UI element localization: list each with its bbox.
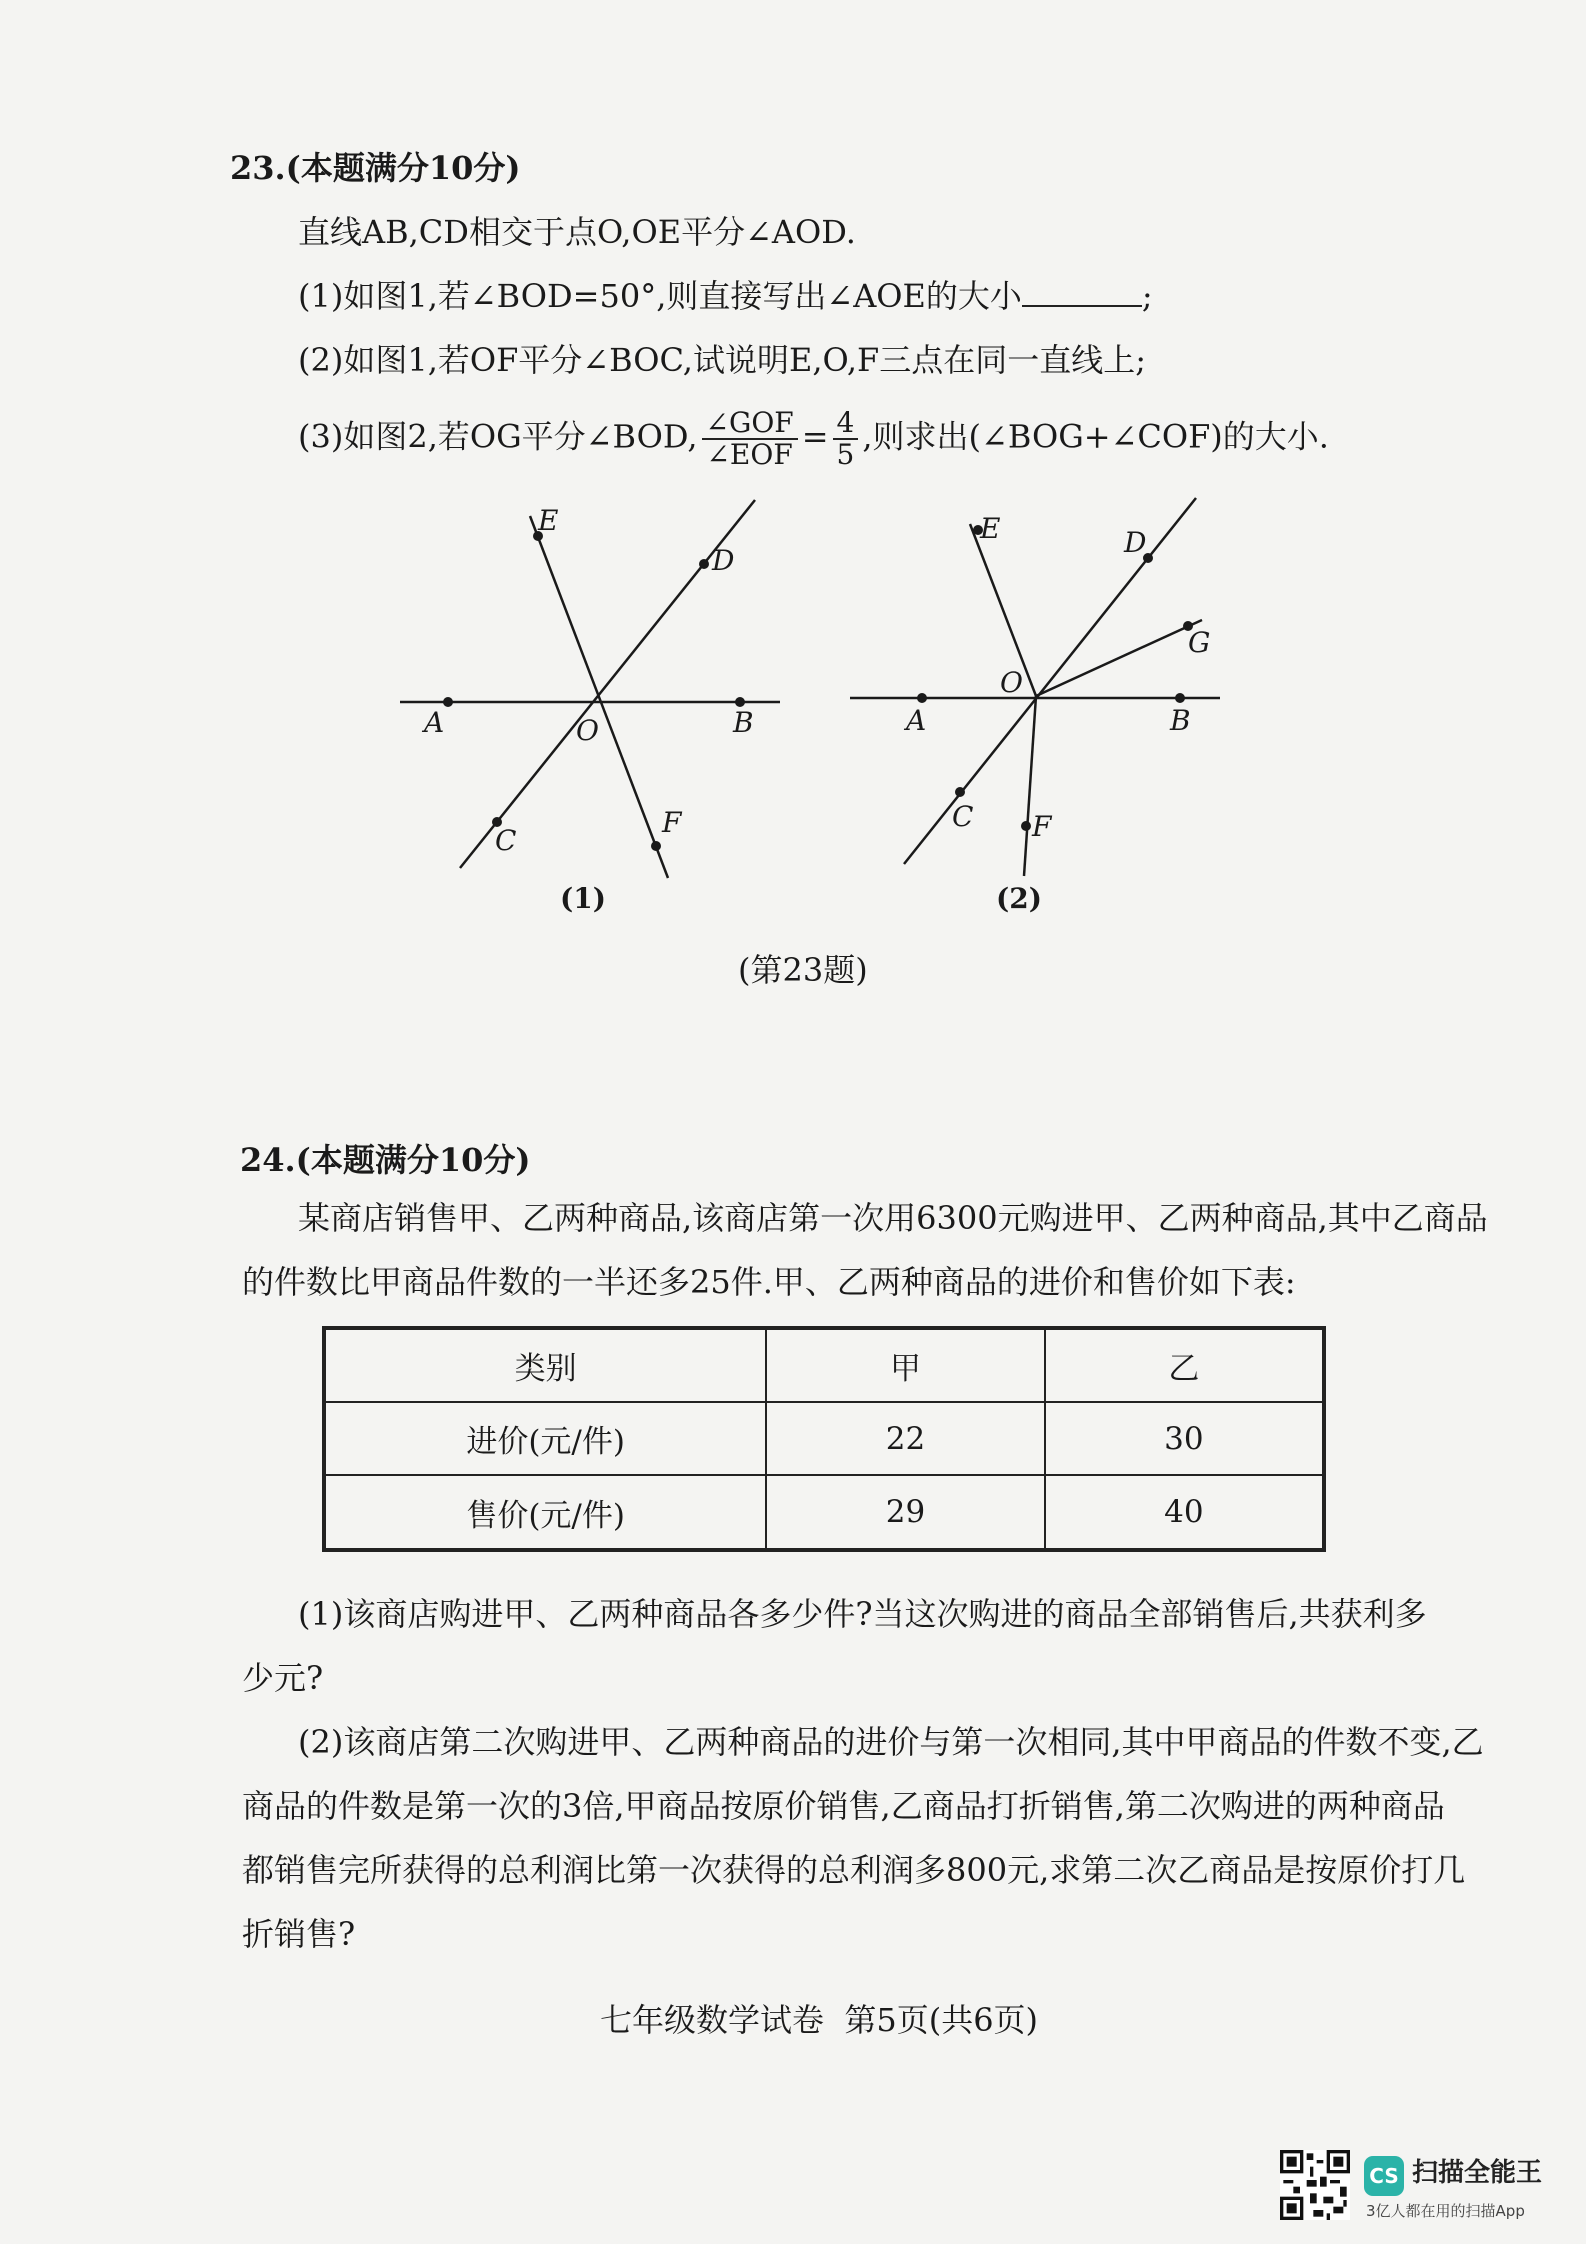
q24-heading: 24.(本题满分10分) [240, 1141, 531, 1179]
label-e: E [538, 504, 559, 537]
q23-part1-end: ; [1141, 277, 1153, 315]
label-f: F [1032, 810, 1052, 843]
fraction-denominator: ∠EOF [706, 438, 793, 471]
label-o: O [576, 714, 599, 747]
table-header-cell: 甲 [766, 1328, 1044, 1402]
point-c [955, 787, 965, 797]
table-cell: 22 [766, 1402, 1044, 1475]
figure-2 [840, 480, 1240, 920]
q24-intro-line1: 某商店销售甲、乙两种商品,该商店第一次用6300元购进甲、乙两种商品,其中乙商品 [298, 1199, 1488, 1237]
q24-part1-line1: (1)该商店购进甲、乙两种商品各多少件?当这次购进的商品全部销售后,共获利多 [298, 1595, 1427, 1633]
label-b: B [733, 706, 754, 739]
table-cell: 售价(元/件) [324, 1475, 766, 1550]
fraction-angles [702, 408, 798, 470]
table-row [324, 1475, 1324, 1550]
table-cell: 进价(元/件) [324, 1402, 766, 1475]
point-f [651, 841, 661, 851]
label-o: O [1000, 666, 1023, 699]
fraction-numerator: ∠GOF [702, 408, 798, 440]
label-d: D [712, 544, 735, 577]
table-row [324, 1402, 1324, 1475]
table-header-cell: 类别 [324, 1328, 766, 1402]
point-a [917, 693, 927, 703]
line-cd [460, 500, 755, 868]
figure-caption: (第23题) [738, 951, 868, 989]
answer-blank [1022, 277, 1142, 307]
label-d: D [1124, 526, 1147, 559]
q24-part2-line1: (2)该商店第二次购进甲、乙两种商品的进价与第一次相同,其中甲商品的件数不变,乙 [298, 1723, 1484, 1761]
q23-part1-text: (1)如图1,若∠BOD=50°,则直接写出∠AOE的大小 [298, 277, 1022, 315]
q23-part3 [298, 408, 1329, 470]
label-c: C [952, 800, 974, 833]
label-b: B [1170, 704, 1191, 737]
label-e: E [980, 512, 1001, 545]
point-d [699, 559, 709, 569]
table-header-row [324, 1328, 1324, 1402]
q24-intro-line2: 的件数比甲商品件数的一半还多25件.甲、乙两种商品的进价和售价如下表: [242, 1263, 1296, 1301]
q24-part1-line2: 少元? [242, 1659, 324, 1697]
fraction-numerator: 4 [833, 408, 859, 440]
q23-part2: (2)如图1,若OF平分∠BOC,试说明E,O,F三点在同一直线上; [298, 341, 1147, 379]
page-footer: 七年级数学试卷 第5页(共6页) [600, 2001, 1039, 2039]
qr-code-icon [1280, 2150, 1350, 2220]
q24-part2-line2: 商品的件数是第一次的3倍,甲商品按原价销售,乙商品打折销售,第二次购进的两种商品 [242, 1787, 1445, 1825]
fraction-denominator: 5 [836, 438, 855, 471]
q23-stem: 直线AB,CD相交于点O,OE平分∠AOD. [298, 213, 856, 251]
q23-part3-pre: (3)如图2,若OG平分∠BOD, [298, 417, 698, 456]
figure-2-label: (2) [996, 882, 1042, 915]
label-g: G [1188, 626, 1211, 659]
q24-part2-line4: 折销售? [242, 1915, 356, 1953]
ray-og [1036, 620, 1202, 696]
point-f [1021, 821, 1031, 831]
q23-heading: 23.(本题满分10分) [230, 149, 521, 187]
fraction-value [833, 408, 859, 470]
label-c: C [495, 824, 517, 857]
scanner-tagline: 3亿人都在用的扫描App [1366, 2202, 1525, 2220]
table-header-cell: 乙 [1045, 1328, 1324, 1402]
ray-of [1024, 696, 1036, 876]
figure-1-label: (1) [560, 882, 606, 915]
equals-sign: = [801, 417, 829, 456]
camscanner-logo: CS [1364, 2156, 1404, 2196]
point-a [443, 697, 453, 707]
table-cell: 30 [1045, 1402, 1324, 1475]
point-b [1175, 693, 1185, 703]
table-cell: 29 [766, 1475, 1044, 1550]
label-a: A [424, 706, 445, 739]
q23-part1 [298, 276, 1153, 316]
label-f: F [662, 806, 682, 839]
q24-part2-line3: 都销售完所获得的总利润比第一次获得的总利润多800元,求第二次乙商品是按原价打几 [242, 1851, 1466, 1889]
figure-1 [390, 480, 810, 920]
label-a: A [906, 704, 927, 737]
scanner-app-name: 扫描全能王 [1412, 2158, 1543, 2188]
table-cell: 40 [1045, 1475, 1324, 1550]
q23-part3-post: ,则求出(∠BOG+∠COF)的大小. [862, 417, 1329, 456]
line-ef [530, 516, 668, 878]
price-table [322, 1326, 1326, 1552]
